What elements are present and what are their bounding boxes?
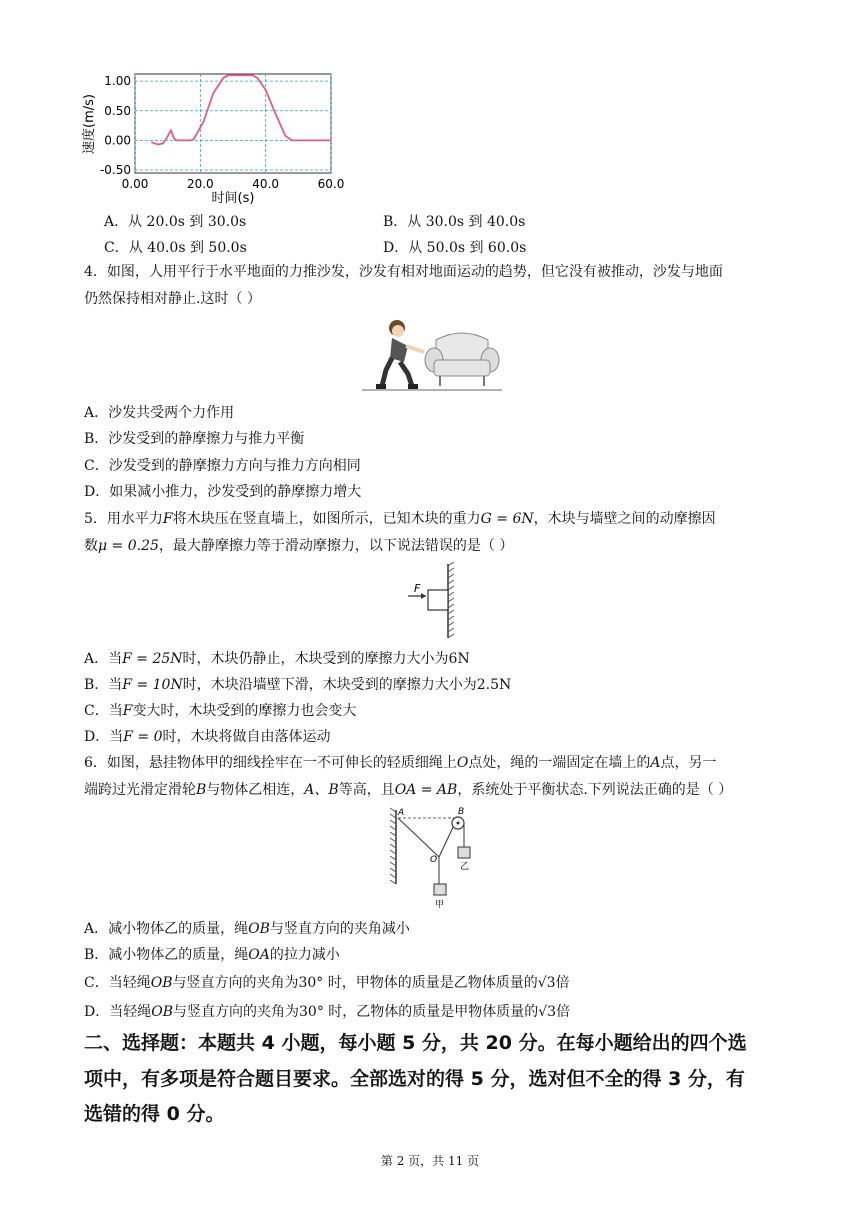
pulley-rope-figure: [376, 806, 476, 912]
q4-option-b: B．沙发受到的静摩擦力与推力平衡: [84, 431, 305, 447]
chart-plot-frame: [135, 74, 331, 173]
chart-y-tick-label: -0.50: [99, 163, 131, 178]
chart-y-tick-label: 1.00: [104, 74, 131, 89]
q4-option-a: A．沙发共受两个力作用: [84, 405, 235, 421]
section2-heading-line3: 选错的得 0 分。: [84, 1103, 225, 1125]
q6-option-d: D．当轻绳OB与竖直方向的夹角为30° 时，乙物体的质量是甲物体质量的√3倍: [84, 1004, 571, 1020]
q3-option-b: B．从 30.0s 到 40.0s: [383, 214, 526, 230]
q6-figure-label-o: O: [430, 855, 438, 865]
chart-x-tick-label: 40.0: [252, 177, 280, 191]
velocity-time-chart: [78, 66, 348, 208]
q4-stem-line2: 仍然保持相对静止.这时（ ）: [84, 291, 261, 307]
q6-option-b: B．减小物体乙的质量，绳OA的拉力减小: [84, 947, 340, 963]
q5-stem-text: 5．用水平力: [84, 511, 163, 527]
q6-option-a: A．减小物体乙的质量，绳OB与竖直方向的夹角减小: [84, 921, 410, 937]
chart-x-tick-label: 0.00: [121, 177, 149, 191]
chart-xlabel: 时间(s): [211, 191, 255, 206]
page-footer: 第 2 页，共 11 页: [380, 1154, 480, 1168]
q5-stem-text: ，木块与墙壁之间的动摩擦因: [533, 511, 716, 527]
q5-stem-text: 将木块压在竖直墙上，如图所示，已知木块的重力: [172, 511, 481, 527]
chart-ylabel: 速度(m/s): [82, 94, 97, 154]
q4-option-d: D．如果减小推力，沙发受到的静摩擦力增大: [84, 484, 362, 500]
chart-y-tick-label: 0.00: [104, 133, 131, 148]
q3-option-d: D．从 50.0s 到 60.0s: [383, 240, 527, 256]
chart-x-tick-label: 20.0: [186, 177, 214, 191]
section2-heading-line1: 二、选择题：本题共 4 小题，每小题 5 分，共 20 分。在每小题给出的四个选: [84, 1032, 747, 1054]
q6-figure-label-a: A: [398, 808, 405, 818]
q6-stem-line1: 6．如图，悬挂物体甲的细线拴牢在一不可伸长的轻质细绳上O点处，绳的一端固定在墙上的A点，另一: [84, 755, 717, 771]
q5-weight-formula: G = 6N: [480, 511, 534, 527]
q5-figure-force-label: F: [414, 582, 421, 595]
q3-option-c: C．从 40.0s 到 50.0s: [104, 240, 247, 256]
block-against-wall-figure: [400, 562, 464, 640]
q5-option-c: C．当F变大时，木块受到的摩擦力也会变大: [84, 703, 357, 719]
q5-mu-formula: μ = 0.25: [98, 538, 159, 554]
chart-x-ticks: [122, 177, 345, 191]
q5-force-symbol: F: [162, 511, 173, 527]
q3-option-a: A．从 20.0s 到 30.0s: [104, 214, 247, 230]
q5-option-d: D．当F = 0时，木块将做自由落体运动: [84, 729, 331, 745]
q5-stem-line1: [84, 510, 716, 528]
q6-figure-label-yi: 乙: [460, 862, 470, 872]
q6-stem-line2: 端跨过光滑定滑轮B与物体乙相连，A、B等高，且OA = AB，系统处于平衡状态.下列说法正确的是（ ）: [84, 782, 733, 798]
q5-stem-line2: [84, 537, 513, 555]
q5-option-a: A．当F = 25N时，木块仍静止，木块受到的摩擦力大小为6N: [84, 651, 470, 667]
person-pushing-sofa-figure: [362, 316, 502, 392]
q5-stem-text: 数: [84, 538, 98, 554]
section2-heading-line2: 项中，有多项是符合题目要求。全部选对的得 5 分，选对但不全的得 3 分，有: [84, 1068, 745, 1090]
chart-y-ticks: [100, 74, 131, 177]
q6-figure-label-b: B: [458, 807, 465, 817]
q6-figure-label-jia: 甲: [435, 900, 445, 910]
chart-x-tick-label: 60.0: [317, 177, 345, 191]
q4-option-c: C．沙发受到的静摩擦力方向与推力方向相同: [84, 458, 361, 474]
q6-option-c: C．当轻绳OB与竖直方向的夹角为30° 时，甲物体的质量是乙物体质量的√3倍: [84, 975, 570, 991]
chart-y-tick-label: 0.50: [104, 103, 131, 118]
q5-option-b: B．当F = 10N时，木块沿墙壁下滑，木块受到的摩擦力大小为2.5N: [84, 677, 512, 693]
q4-stem-line1: 4．如图，人用平行于水平地面的力推沙发，沙发有相对地面运动的趋势，但它没有被推动，沙发与地面: [84, 264, 723, 280]
q5-stem-text: ，最大静摩擦力等于滑动摩擦力，以下说法错误的是（ ）: [158, 538, 514, 554]
